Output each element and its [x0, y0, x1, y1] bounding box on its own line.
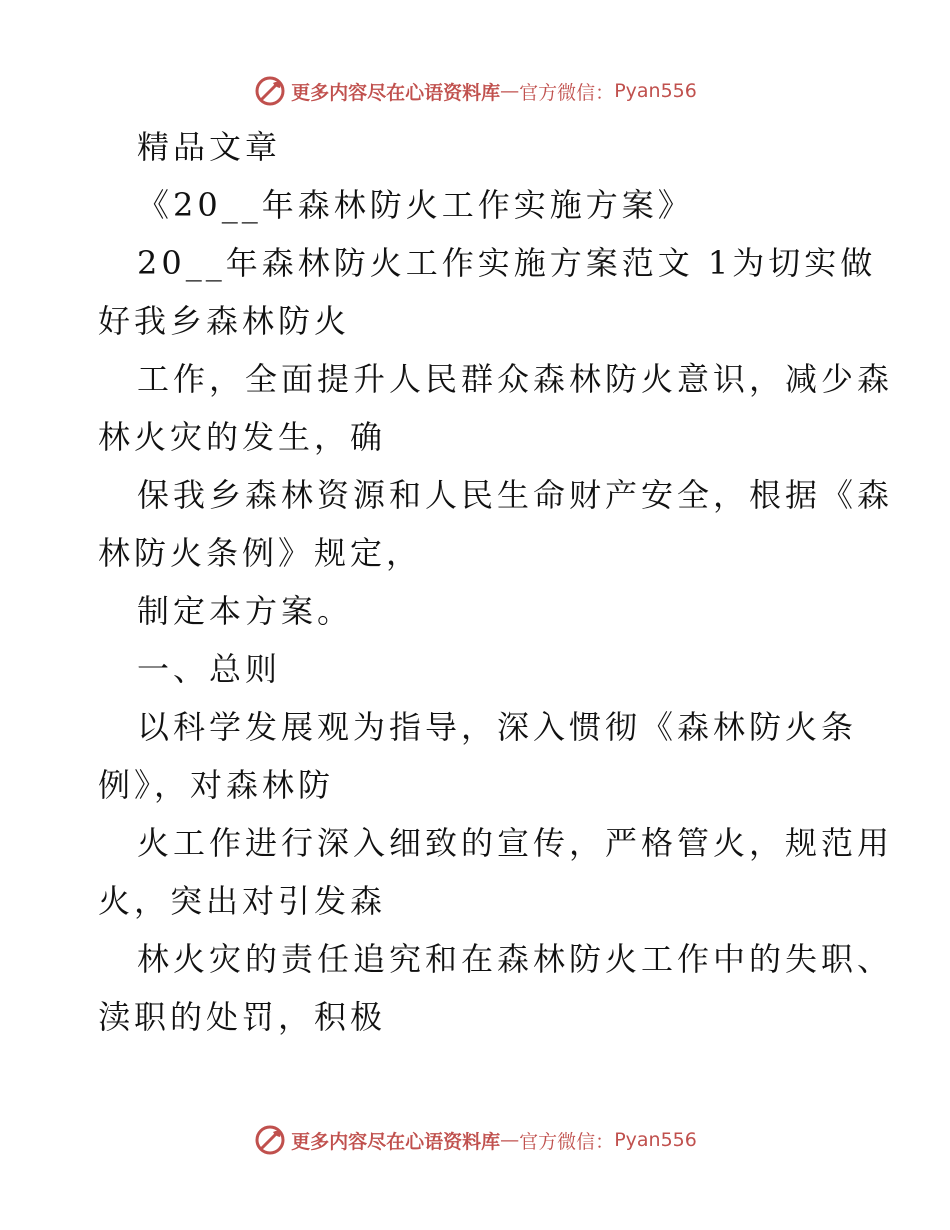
feather-pen-logo-icon — [253, 74, 287, 108]
doc-line: 林防火条例》规定， — [98, 534, 423, 572]
official-wechat-label: 官方微信： — [519, 81, 615, 104]
official-wechat-label: 官方微信： — [519, 1130, 615, 1153]
banner-dash: — — [500, 1129, 520, 1151]
doc-line: 林火灾的责任追究和在森林防火工作中的失职、 — [137, 940, 894, 978]
doc-line: 火，突出对引发森 — [98, 882, 387, 920]
doc-line: 例》，对森林防 — [98, 766, 335, 804]
doc-line: 渎职的处罚，积极 — [98, 998, 387, 1036]
doc-line: 精品文章 — [137, 128, 282, 166]
doc-line: 火工作进行深入细致的宣传，严格管火，规范用 — [137, 824, 894, 862]
doc-title: 《20__年森林防火工作实施方案》 — [137, 186, 694, 224]
doc-line: 好我乡森林防火 — [98, 302, 351, 340]
feather-pen-logo-icon — [253, 1123, 287, 1157]
doc-line: 制定本方案。 — [137, 592, 354, 630]
doc-line: 以科学发展观为指导，深入惯彻《森林防火条 — [137, 708, 858, 746]
brand-name: 更多内容尽在心语资料库 — [291, 1130, 501, 1153]
wechat-id: Pyan556 — [614, 1129, 697, 1151]
doc-line: 保我乡森林资源和人民生命财产安全，根据《森 — [137, 476, 894, 514]
wechat-id: Pyan556 — [614, 80, 697, 102]
header-banner — [0, 71, 950, 111]
brand-name: 更多内容尽在心语资料库 — [291, 81, 501, 104]
doc-line: 工作，全面提升人民群众森林防火意识，减少森 — [137, 360, 894, 398]
doc-line: 林火灾的发生，确 — [98, 418, 387, 456]
banner-dash: — — [500, 80, 520, 102]
doc-line: 20__年森林防火工作实施方案范文 1为切实做 — [137, 244, 877, 282]
section-heading: 一、总则 — [137, 650, 282, 688]
footer-banner — [0, 1120, 950, 1160]
